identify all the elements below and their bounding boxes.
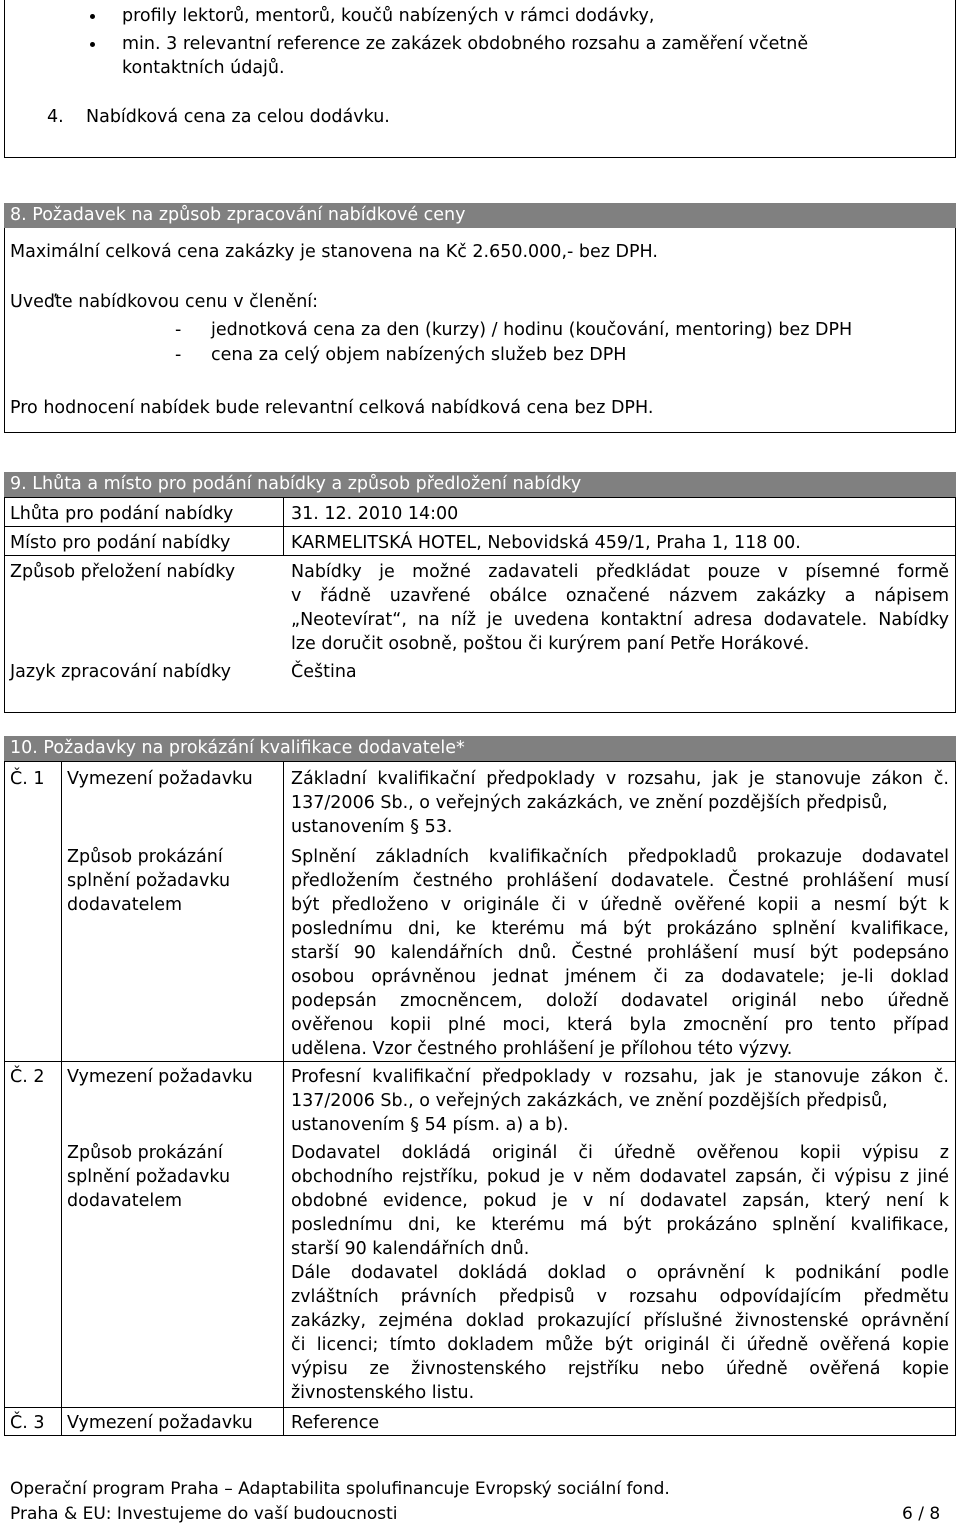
item-4-text: Nabídková cena za celou dodávku. [86, 107, 390, 127]
bullet-item-2-continuation: kontaktních údajů. [122, 58, 285, 78]
section-8-heading: 8. Požadavek na způsob zpracování nabídkové ceny [4, 203, 956, 228]
footer-slogan: Praha & EU: Investujeme do vaší budoucnosti [10, 1504, 398, 1524]
dash-marker: - [175, 320, 182, 340]
requirement-line: Základní kvalifikační předpoklady v rozsahu, jak je stanovuje zákon č. [291, 769, 949, 789]
submission-line: lze doručit osobně, poštou či kurýrem paní Petře Horákové. [291, 634, 810, 654]
proof-line: živnostenského listu. [291, 1383, 475, 1403]
page-number: 6 / 8 [902, 1504, 941, 1524]
proof-label-line: Způsob prokázání [67, 1143, 223, 1163]
bullet-icon [90, 14, 95, 19]
proof-line: Dodavatel dokládá originál či úředně ověřenou kopii výpisu z [291, 1143, 949, 1163]
proof-line: osobou oprávněnou jednat jménem či za dodavatele; je-li doklad [291, 967, 949, 987]
deadline-label: Lhůta pro podání nabídky [10, 504, 234, 524]
proof-label-line: splnění požadavku [67, 1167, 231, 1187]
bullet-item-1: profily lektorů, mentorů, koučů nabízených v rámci dodávky, [122, 6, 655, 26]
max-price-text: Maximální celková cena zakázky je stanovena na Kč 2.650.000,- bez DPH. [10, 242, 658, 262]
place-label: Místo pro podání nabídky [10, 533, 231, 553]
deadline-value: 31. 12. 2010 14:00 [291, 504, 459, 524]
proof-label-line: dodavatelem [67, 1191, 183, 1211]
footer-funding-note: Operační program Praha – Adaptabilita spolufinancuje Evropský sociální fond. [10, 1479, 670, 1499]
proof-line: starší 90 kalendářních dnů. Čestné prohlášení musí být podepsáno [291, 943, 949, 963]
evaluation-note: Pro hodnocení nabídek bude relevantní celková nabídková cena bez DPH. [10, 398, 654, 418]
proof-line: Splnění základních kvalifikačních předpokladů prokazuje dodavatel [291, 847, 949, 867]
bullet-item-2: min. 3 relevantní reference ze zakázek obdobného rozsahu a zaměření včetně [122, 34, 809, 54]
requirement-line: ustanovením § 53. [291, 817, 453, 837]
proof-line: obdobné evidence, pokud je v ní dodavatel zapsán, který není k [291, 1191, 949, 1211]
submission-method-text [291, 560, 949, 656]
proof-label [67, 1141, 230, 1213]
requirement-line: 137/2006 Sb., o veřejných zakázkách, ve znění pozdějších předpisů, [291, 1091, 888, 1111]
submission-method-label: Způsob přeložení nabídky [10, 562, 236, 582]
requirement-number: Č. 1 [10, 769, 45, 789]
row-divider [4, 1407, 956, 1408]
requirement-label: Vymezení požadavku [67, 769, 253, 789]
proof-label-line: Způsob prokázání [67, 847, 223, 867]
requirement-text: Reference [291, 1413, 380, 1433]
proof-line: zvláštních právních předpisů v rozsahu odpovídajícím předmětu [291, 1287, 949, 1307]
col-divider [283, 761, 284, 1436]
requirement-number: Č. 2 [10, 1067, 45, 1087]
bullet-icon [90, 42, 95, 47]
requirement-label: Vymezení požadavku [67, 1067, 253, 1087]
price-item-unit: jednotková cena za den (kurzy) / hodinu (koučování, mentoring) bez DPH [211, 320, 853, 340]
submission-line: „Neotevírat“, na níž je uvedena kontaktní adresa dodavatele. Nabídky [291, 610, 949, 630]
proof-line: Dále dodavatel dokládá doklad o oprávnění k podnikání podle [291, 1263, 949, 1283]
language-label: Jazyk zpracování nabídky [10, 662, 232, 682]
submission-line: Nabídky je možné zadavateli předkládat pouze v písemné formě [291, 562, 949, 582]
item-4-number: 4. [47, 107, 64, 127]
place-value: KARMELITSKÁ HOTEL, Nebovidská 459/1, Praha 1, 118 00. [291, 533, 801, 553]
dash-marker: - [175, 345, 182, 365]
language-value: Čeština [291, 662, 357, 682]
proof-line: poslednímu dni, ke kterému má být prokázáno splnění kvalifikace, [291, 919, 949, 939]
proof-line: podepsán zmocněncem, doloží dodavatel originál nebo úředně [291, 991, 949, 1011]
price-item-total: cena za celý objem nabízených služeb bez DPH [211, 345, 627, 365]
proof-line: či licenci; tímto dokladem může být originál či úředně ověřená kopie [291, 1335, 949, 1355]
requirement-number: Č. 3 [10, 1413, 45, 1433]
col-divider [61, 761, 62, 1436]
proof-line: ověřenou kopii plné moci, která byla zmocnění pro tento případ [291, 1015, 949, 1035]
proof-label-line: splnění požadavku [67, 871, 231, 891]
section-10-heading: 10. Požadavky na prokázání kvalifikace dodavatele* [4, 736, 956, 761]
proof-text [291, 1141, 949, 1405]
proof-line: předložením čestného prohlášení dodavatele. Čestné prohlášení musí [291, 871, 949, 891]
proof-line: obchodního rejstříku, pokud je v něm dodavatel zapsán, či výpisu z jiné [291, 1167, 949, 1187]
proof-label [67, 845, 230, 917]
requirement-line: ustanovením § 54 písm. a) a b). [291, 1115, 569, 1135]
proof-line: udělena. Vzor čestného prohlášení je přílohou této výzvy. [291, 1039, 793, 1059]
requirement-text [291, 767, 949, 839]
row-divider [4, 555, 956, 556]
proof-line: starší 90 kalendářních dnů. [291, 1239, 530, 1259]
proof-line: být předloženo v originále či v úředně ověřené kopii a nesmí být k [291, 895, 949, 915]
proof-line: zakázky, zejména doklad prokazující příslušné živnostenské oprávnění [291, 1311, 949, 1331]
proof-text [291, 845, 949, 1061]
section-9-heading: 9. Lhůta a místo pro podání nabídky a způsob předložení nabídky [4, 472, 956, 497]
requirement-line: 137/2006 Sb., o veřejných zakázkách, ve znění pozdějších předpisů, [291, 793, 888, 813]
row-divider [4, 1061, 956, 1062]
price-breakdown-intro: Uveďte nabídkovou cenu v členění: [10, 292, 319, 312]
proof-line: výpisu ze živnostenského rejstříku nebo úředně ověřená kopie [291, 1359, 949, 1379]
proof-label-line: dodavatelem [67, 895, 183, 915]
proof-line: poslednímu dni, ke kterému má být prokázáno splnění kvalifikace, [291, 1215, 949, 1235]
col-divider [283, 497, 284, 555]
requirement-text [291, 1065, 949, 1137]
requirement-line: Profesní kvalifikační předpoklady v rozsahu, jak je stanovuje zákon č. [291, 1067, 949, 1087]
row-divider [4, 526, 956, 527]
requirement-label: Vymezení požadavku [67, 1413, 253, 1433]
submission-line: v řádně uzavřené obálce označené názvem zakázky a nápisem [291, 586, 949, 606]
